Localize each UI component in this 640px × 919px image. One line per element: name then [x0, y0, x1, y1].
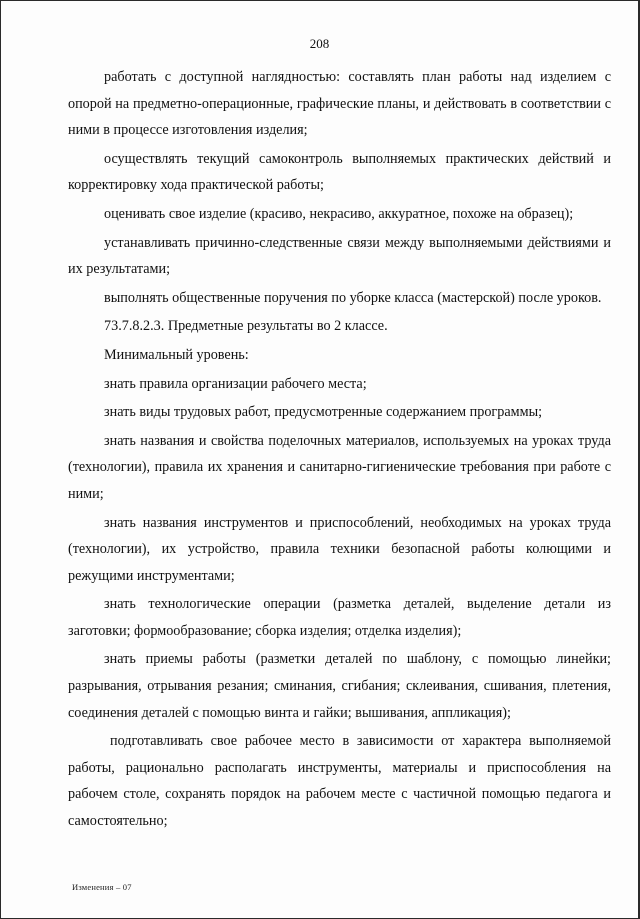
revision-footer: Изменения – 07: [72, 882, 132, 892]
paragraph: знать правила организации рабочего места;: [104, 375, 367, 392]
paragraph: знать названия и свойства поделочных материалов, используемых на уроках труда (технологии), правила их хранения и санитарно-гигиенические требования при работе с ними;: [68, 432, 611, 502]
subheading: Минимальный уровень:: [104, 346, 249, 363]
paragraph: выполнять общественные поручения по уборке класса (мастерской) после уроков.: [104, 289, 602, 306]
paragraph: оценивать свое изделие (красиво, некрасиво, аккуратное, похоже на образец);: [104, 205, 574, 222]
paragraph: знать виды трудовых работ, предусмотренные содержанием программы;: [104, 404, 543, 421]
section-heading: 73.7.8.2.3. Предметные результаты во 2 классе.: [104, 318, 388, 335]
paragraph: осуществлять текущий самоконтроль выполняемых практических действий и корректировку хода практической работы;: [68, 150, 611, 194]
page-content: [68, 64, 611, 837]
page-number: 208: [309, 36, 330, 51]
paragraph: знать названия инструментов и приспособлений, необходимых на уроках труда (технологии), их устройство, правила техники безопасной работы колющими и режущими инструментами;: [68, 514, 611, 584]
paragraph: знать технологические операции (разметка деталей, выделение детали из заготовки; формообразование; сборка изделия; отделка изделия);: [68, 596, 611, 639]
paragraph: устанавливать причинно-следственные связи между выполняемыми действиями и их результатами;: [68, 234, 611, 278]
paragraph: работать с доступной наглядностью: составлять план работы над изделием с опорой на предметно-операционные, графические планы, и действовать в соответствии с ними в процессе изготовления изделия;: [68, 69, 611, 139]
paragraph: подготавливать свое рабочее место в зависимости от характера выполняемой работы, рационально располагать инструменты, материалы и приспособления на рабочем столе, сохранять порядок на рабочем месте с частичной помощью педагога и самостоятельно;: [68, 733, 611, 830]
paragraph: знать приемы работы (разметки деталей по шаблону, с помощью линейки; разрывания, отрывания резания; сминания, сгибания; склеивания, сшивания, плетения, соединения деталей с помощью винта и гайки; вышивания, аппликация);: [68, 651, 611, 721]
